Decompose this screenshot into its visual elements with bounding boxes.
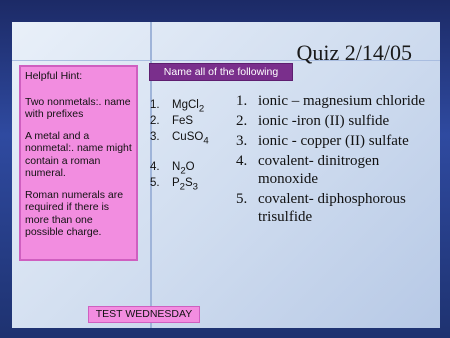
formula-item xyxy=(150,113,240,129)
prompt-banner: Name all of the following xyxy=(149,63,293,81)
formula-text: $N_2O$ xyxy=(172,161,195,177)
formula-text: FeS xyxy=(172,115,194,127)
helpful-hint-box xyxy=(19,65,138,261)
hint-title: Helpful Hint: xyxy=(25,70,83,82)
answer-item xyxy=(236,132,436,150)
answer-text: ionic – magnesium chloride xyxy=(258,93,426,109)
formula-item xyxy=(150,175,240,191)
answer-item xyxy=(236,112,436,130)
answer-number: 2. xyxy=(236,113,248,129)
formula-item xyxy=(150,159,240,175)
answer-number: 4. xyxy=(236,153,248,169)
formula-item xyxy=(150,129,240,145)
formula-text: CuSO$_4$ xyxy=(172,131,209,147)
formula-number: 5. xyxy=(150,177,160,189)
answer-text: covalent- dinitrogen monoxide xyxy=(258,153,380,187)
answer-text: covalent- diphosphorous trisulfide xyxy=(258,191,406,225)
answer-number: 3. xyxy=(236,133,248,149)
formula-number: 3. xyxy=(150,131,160,143)
answer-number: 1. xyxy=(236,93,248,109)
answer-number: 5. xyxy=(236,191,248,207)
slide-title: Quiz 2/14/05 xyxy=(296,40,412,65)
answer-list xyxy=(236,92,436,228)
formula-text: MgCl$_2$ xyxy=(172,99,205,115)
answer-item xyxy=(236,190,436,226)
answer-text: ionic -iron (II) sulfide xyxy=(258,113,390,129)
answer-text: ionic - copper (II) sulfate xyxy=(258,133,409,149)
formula-number: 1. xyxy=(150,99,160,111)
formula-number: 2. xyxy=(150,115,160,127)
answer-item xyxy=(236,92,436,110)
answer-item xyxy=(236,152,436,188)
hint-paragraph: Roman numerals are required if there is more than one possible charge. xyxy=(25,188,124,238)
test-announcement-badge: TEST WEDNESDAY xyxy=(88,306,200,323)
formula-number: 4. xyxy=(150,161,160,173)
hint-paragraph: A metal and a nonmetal:. name might contain a roman numeral. xyxy=(25,129,132,179)
formula-list xyxy=(150,97,240,191)
formula-item xyxy=(150,97,240,113)
formula-text: $P_2S_3$ xyxy=(172,177,198,193)
hint-paragraph: Two nonmetals:. name with prefixes xyxy=(25,95,131,120)
